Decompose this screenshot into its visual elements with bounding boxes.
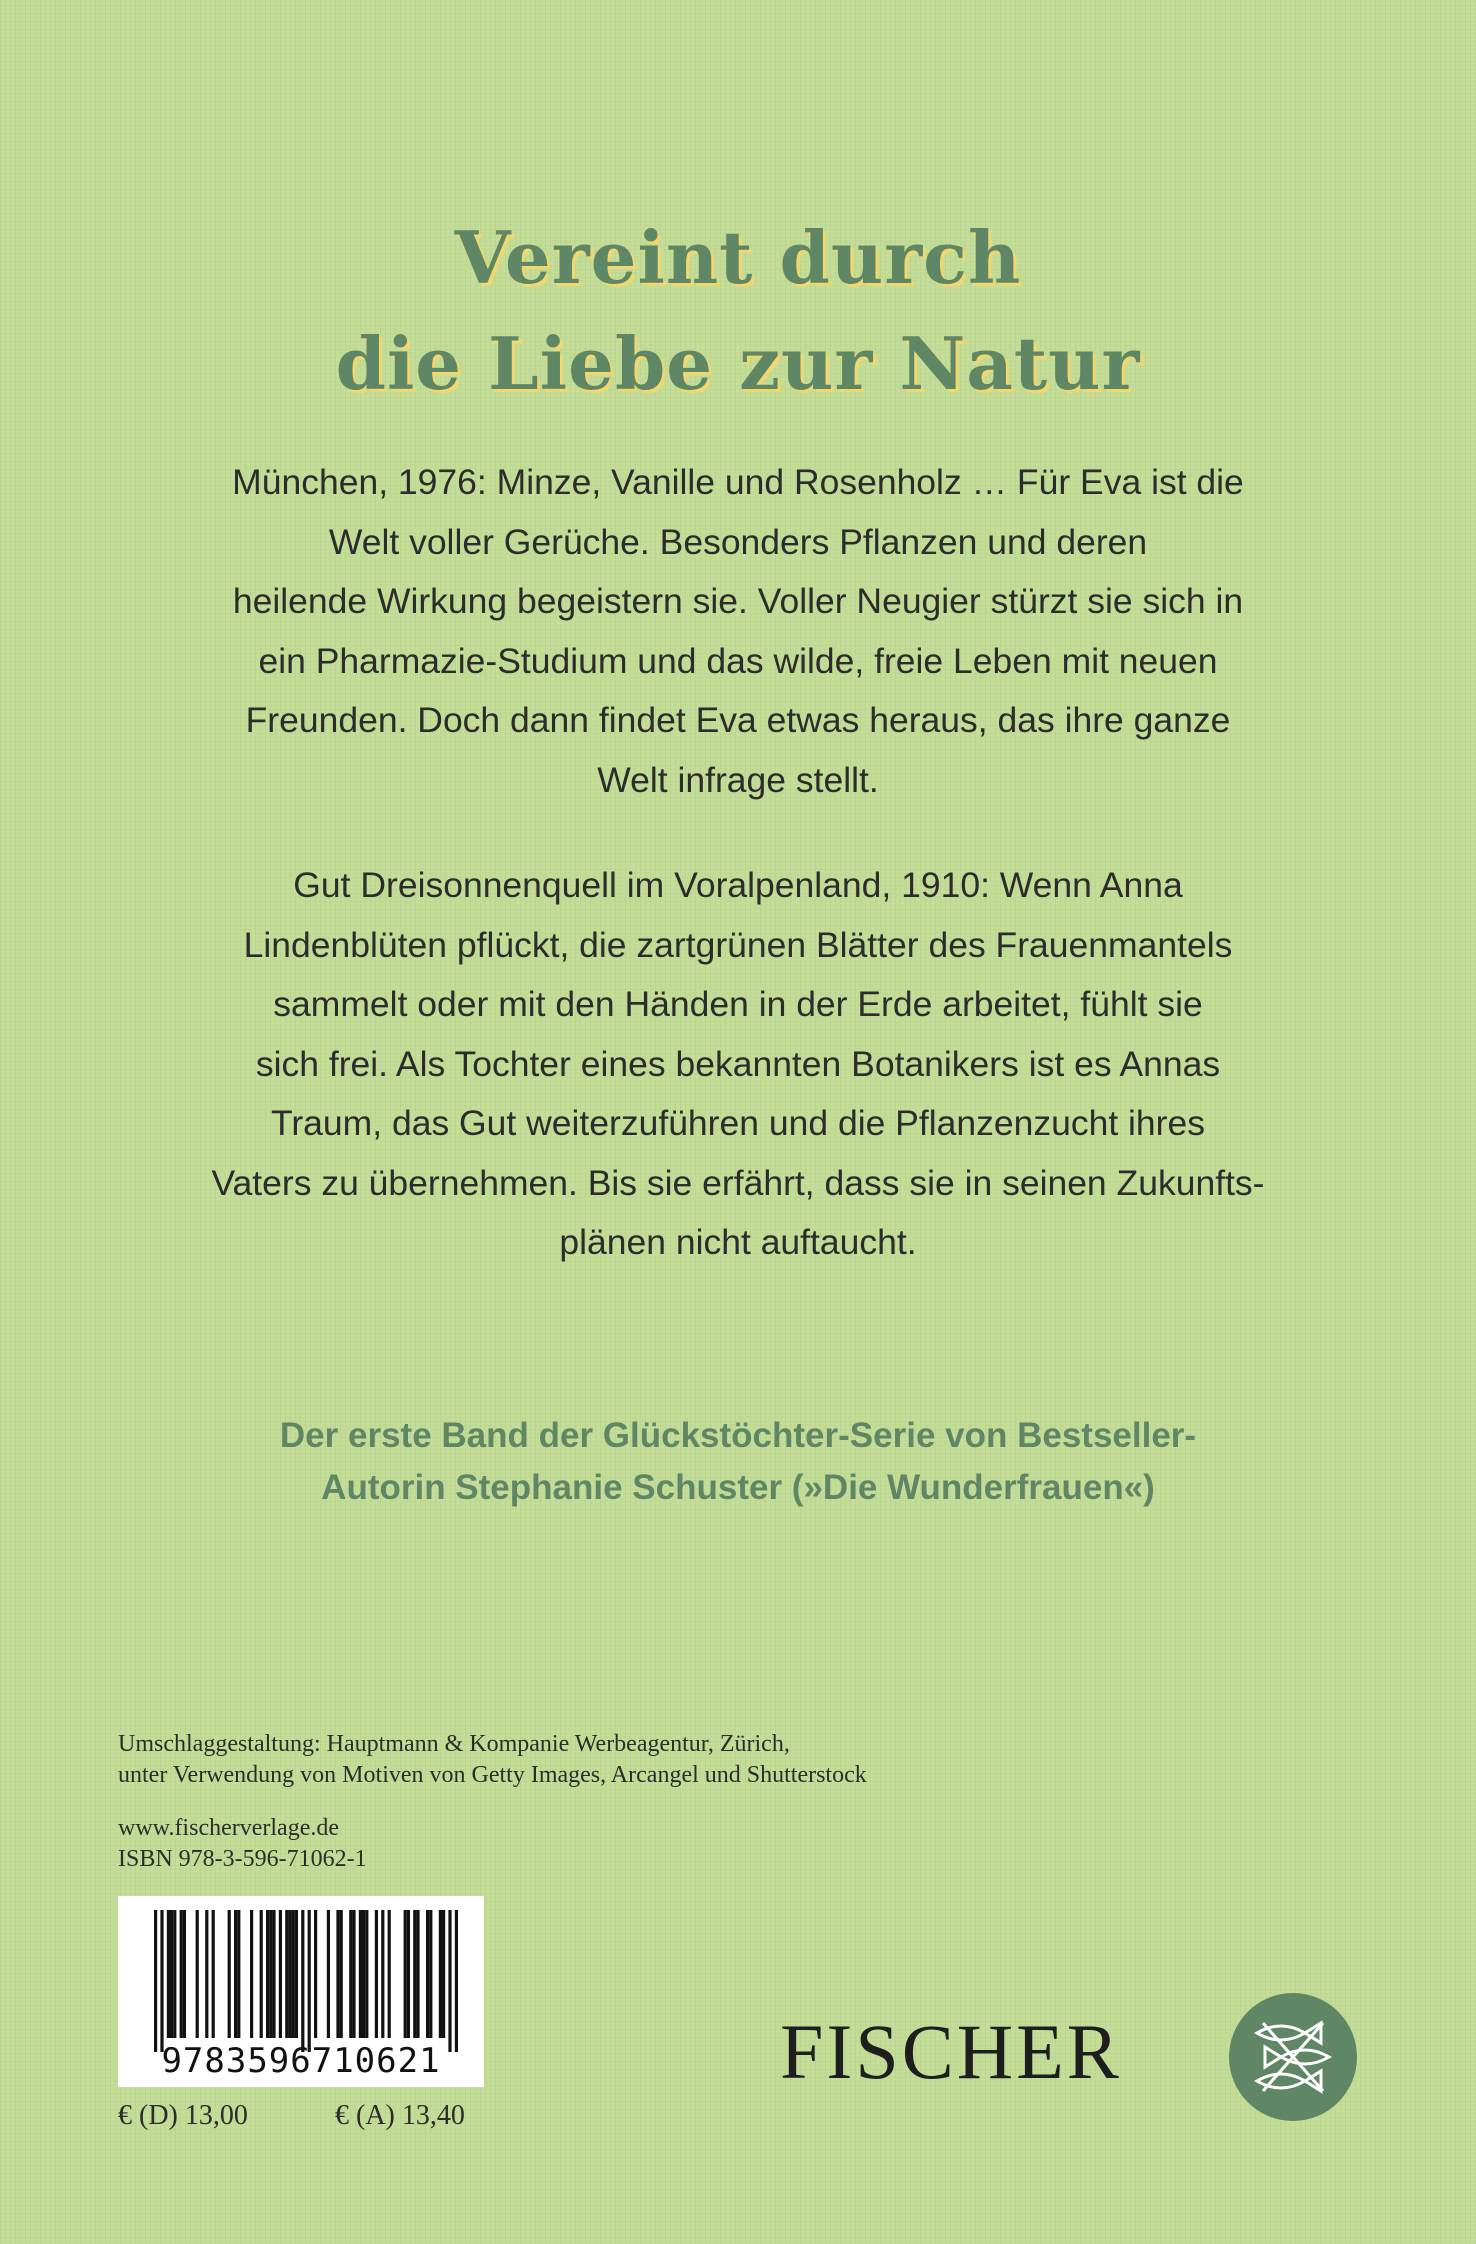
tagline-line-1: Der erste Band der Glückstöchter-Serie von Bestseller- [279,1416,1197,1455]
series-tagline [100,1410,1376,1514]
barcode-bar [404,1910,407,2038]
blurb-line: heilende Wirkung begeistern sie. Voller Neugier stürzt sie sich in [232,581,1244,621]
barcode-bar [295,1910,298,2038]
barcode-bar [250,1910,253,2038]
barcode-bar [180,1910,183,2038]
barcode-bar [272,1910,275,2038]
barcode-bar [426,1910,429,2038]
barcode-bar [183,1910,186,2038]
blurb-line: Traum, das Gut weiterzuführen und die Pflanzenzucht ihres [270,1103,1205,1143]
barcode-bar [340,1910,343,2038]
barcode-bar [237,1910,240,2038]
barcode-bar [228,1910,231,2038]
barcode-bar [196,1910,199,2038]
blurb-line: sammelt oder mit den Händen in der Erde arbeitet, fühlt sie [273,984,1203,1024]
barcode-bar [205,1910,208,2038]
blurb-line: ein Pharmazie-Studium und das wilde, freie Leben mit neuen [258,640,1218,681]
barcode-bar [314,1910,317,2038]
barcode-bar [375,1910,378,2038]
barcode-bar [413,1910,416,2038]
barcode-bar [285,1910,288,2038]
barcode-bar [301,1910,304,2052]
barcode-bar [279,1910,282,2038]
barcode-bar [292,1910,295,2038]
barcode-bar [154,1910,157,2052]
blurb-line: Vaters zu übernehmen. Bis sie erfährt, dass sie in seinen Zukunfts- [211,1162,1265,1203]
barcode-bar [381,1910,384,2038]
tagline-line-2: Autorin Stephanie Schuster (»Die Wunderfrauen«) [321,1468,1155,1507]
blurb-line: sich frei. Als Tochter eines bekannten Botanikers ist es Annas [255,1043,1221,1084]
fish-logo-icon [1229,1993,1357,2121]
blurb-line: Lindenblüten pflückt, die zartgrünen Blätter des Frauenmantels [243,924,1233,965]
barcode-bar [167,1910,170,2038]
barcode-bar [455,1910,458,2052]
blurb-line: Freunden. Doch dann findet Eva etwas heraus, das ihre ganze [245,700,1231,740]
isbn-barcode [118,1896,484,2087]
barcode-bar [442,1910,445,2038]
barcode-bar [388,1910,391,2038]
price-austria: € (A) 13,40 [335,2100,465,2131]
barcode-bar [336,1910,339,2038]
barcode-bar [448,1910,451,2052]
barcode-bar [365,1910,368,2038]
barcode-bar [362,1910,365,2038]
barcode-bar [407,1910,410,2038]
blurb-line: Welt voller Gerüche. Besonders Pflanzen und deren [328,521,1148,562]
credits-line-1: Umschlaggestaltung: Hauptmann & Kompanie Werbeagentur, Zürich, [118,1731,790,1757]
barcode-bar [288,1910,291,2038]
barcode-digits: 9783596710621 [161,2041,441,2081]
barcode-bar [308,1910,311,2052]
barcode-bar [173,1910,176,2038]
blurb-line: München, 1976: Minze, Vanille und Rosenholz … Für Eva ist die [232,462,1244,502]
blurb-line: plänen nicht auftaucht. [559,1222,917,1262]
barcode-bar [429,1910,432,2038]
barcode-bar [352,1910,355,2038]
blurb-eva [130,453,1346,810]
barcode-bar [416,1910,419,2038]
barcode-bar [160,1910,163,2052]
isbn-number: ISBN 978-3-596-71062-1 [118,1846,367,1872]
blurb-line: Gut Dreisonnenquell im Voralpenland, 1910: Wenn Anna [293,865,1183,905]
barcode-bar [212,1910,215,2038]
blurb-anna [130,856,1346,1273]
price-germany: € (D) 13,00 [118,2100,248,2131]
barcode-bar [170,1910,173,2038]
headline-line-2: die Liebe zur Natur [335,321,1141,406]
blurb-line: Welt infrage stellt. [597,759,879,800]
barcode-bar [359,1910,362,2038]
barcode-bar [327,1910,330,2038]
publisher-website[interactable]: www.fischerverlage.de [118,1815,340,1841]
barcode-bar [439,1910,442,2038]
credits-line-2: unter Verwendung von Motiven von Getty Images, Arcangel und Shutterstock [118,1762,867,1788]
barcode-bar [234,1910,237,2038]
publisher-name: FISCHER [780,2008,1122,2095]
barcode-bar [349,1910,352,2038]
publication-meta [118,1813,367,1875]
headline-line-1: Vereint durch [454,215,1022,300]
headline [0,205,1476,417]
cover-credits [118,1729,867,1791]
barcode-bar [269,1910,272,2038]
barcode-bar [260,1910,263,2038]
barcode-bar [266,1910,269,2038]
